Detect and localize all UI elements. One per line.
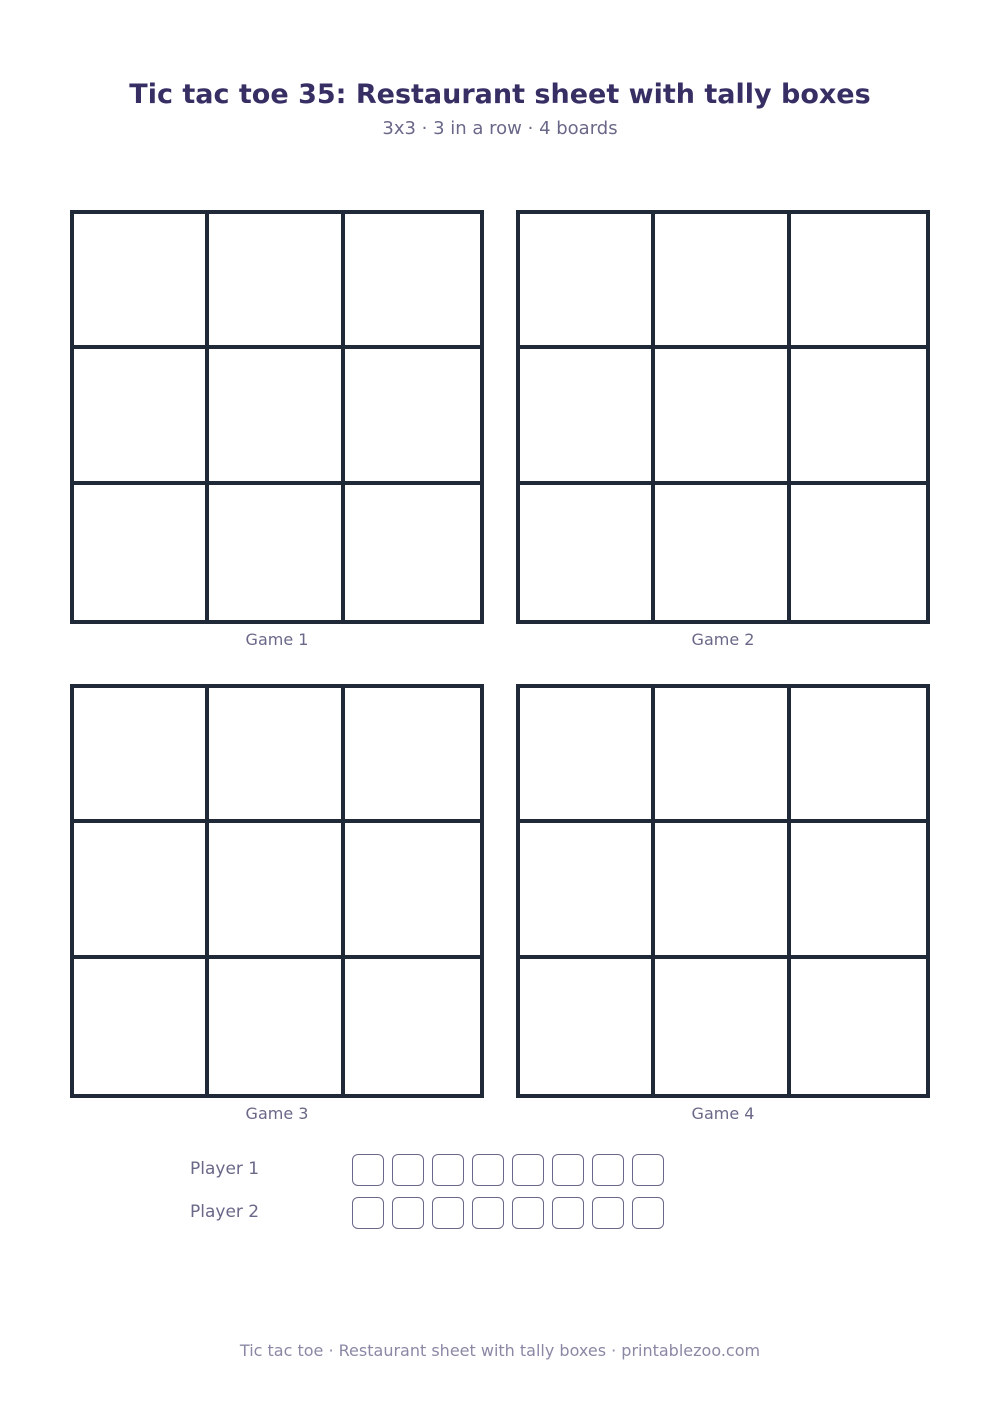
board-3-cell-r3-c2[interactable] (209, 959, 344, 1094)
board-1-cell-r1-c2[interactable] (209, 214, 344, 349)
player-2-tally-box[interactable] (592, 1197, 624, 1229)
player-1-label: Player 1 (190, 1159, 260, 1179)
board-2-cell-r1-c2[interactable] (655, 214, 790, 349)
game-label-4: Game 4 (691, 1104, 755, 1123)
game-board-2 (516, 210, 930, 624)
board-4-cell-r1-c1[interactable] (520, 688, 655, 823)
board-3-cell-r1-c1[interactable] (74, 688, 209, 823)
board-2-cell-r1-c1[interactable] (520, 214, 655, 349)
player-2-tally-box[interactable] (552, 1197, 584, 1229)
player-2-label: Player 2 (190, 1202, 260, 1222)
board-1-cell-r1-c1[interactable] (74, 214, 209, 349)
board-2-cell-r2-c2[interactable] (655, 349, 790, 484)
board-1-cell-r2-c1[interactable] (74, 349, 209, 484)
game-board-4 (516, 684, 930, 1098)
player-1-tally-box[interactable] (592, 1154, 624, 1186)
player-1-tally-box[interactable] (472, 1154, 504, 1186)
board-1-cell-r1-c3[interactable] (345, 214, 480, 349)
game-label-3: Game 3 (245, 1104, 309, 1123)
game-board-1 (70, 210, 484, 624)
board-2-cell-r1-c3[interactable] (791, 214, 926, 349)
board-3-cell-r2-c2[interactable] (209, 823, 344, 958)
board-4-cell-r2-c1[interactable] (520, 823, 655, 958)
board-1-cell-r3-c1[interactable] (74, 485, 209, 620)
board-1-cell-r3-c2[interactable] (209, 485, 344, 620)
board-4-cell-r1-c2[interactable] (655, 688, 790, 823)
player-2-tally-box[interactable] (632, 1197, 664, 1229)
game-label-1: Game 1 (245, 630, 309, 649)
board-2-cell-r2-c3[interactable] (791, 349, 926, 484)
player-2-tally-box[interactable] (472, 1197, 504, 1229)
player-2-tally-box[interactable] (432, 1197, 464, 1229)
board-3-cell-r1-c2[interactable] (209, 688, 344, 823)
player-1-tally-box[interactable] (632, 1154, 664, 1186)
board-4-cell-r2-c2[interactable] (655, 823, 790, 958)
game-board-3 (70, 684, 484, 1098)
page-subtitle: 3x3 · 3 in a row · 4 boards (382, 118, 618, 139)
board-3-cell-r1-c3[interactable] (345, 688, 480, 823)
player-1-tally-box[interactable] (352, 1154, 384, 1186)
board-2-cell-r2-c1[interactable] (520, 349, 655, 484)
board-4-cell-r3-c2[interactable] (655, 959, 790, 1094)
board-3-cell-r2-c3[interactable] (345, 823, 480, 958)
player-1-tally-box[interactable] (552, 1154, 584, 1186)
board-4-cell-r1-c3[interactable] (791, 688, 926, 823)
board-3-cell-r3-c3[interactable] (345, 959, 480, 1094)
board-4-cell-r3-c3[interactable] (791, 959, 926, 1094)
board-1-cell-r3-c3[interactable] (345, 485, 480, 620)
player-2-tally-box[interactable] (392, 1197, 424, 1229)
player-1-tally-row (352, 1154, 672, 1186)
board-4-cell-r3-c1[interactable] (520, 959, 655, 1094)
board-1-cell-r2-c3[interactable] (345, 349, 480, 484)
board-3-cell-r2-c1[interactable] (74, 823, 209, 958)
game-label-2: Game 2 (691, 630, 755, 649)
board-2-cell-r3-c3[interactable] (791, 485, 926, 620)
board-1-cell-r2-c2[interactable] (209, 349, 344, 484)
player-2-tally-row (352, 1197, 672, 1229)
board-4-cell-r2-c3[interactable] (791, 823, 926, 958)
board-2-cell-r3-c1[interactable] (520, 485, 655, 620)
player-1-tally-box[interactable] (392, 1154, 424, 1186)
board-3-cell-r3-c1[interactable] (74, 959, 209, 1094)
page-title: Tic tac toe 35: Restaurant sheet with tally boxes (129, 79, 871, 110)
board-2-cell-r3-c2[interactable] (655, 485, 790, 620)
page-footer: Tic tac toe · Restaurant sheet with tally boxes · printablezoo.com (239, 1341, 761, 1360)
player-2-tally-box[interactable] (512, 1197, 544, 1229)
player-1-tally-box[interactable] (512, 1154, 544, 1186)
player-2-tally-box[interactable] (352, 1197, 384, 1229)
player-1-tally-box[interactable] (432, 1154, 464, 1186)
